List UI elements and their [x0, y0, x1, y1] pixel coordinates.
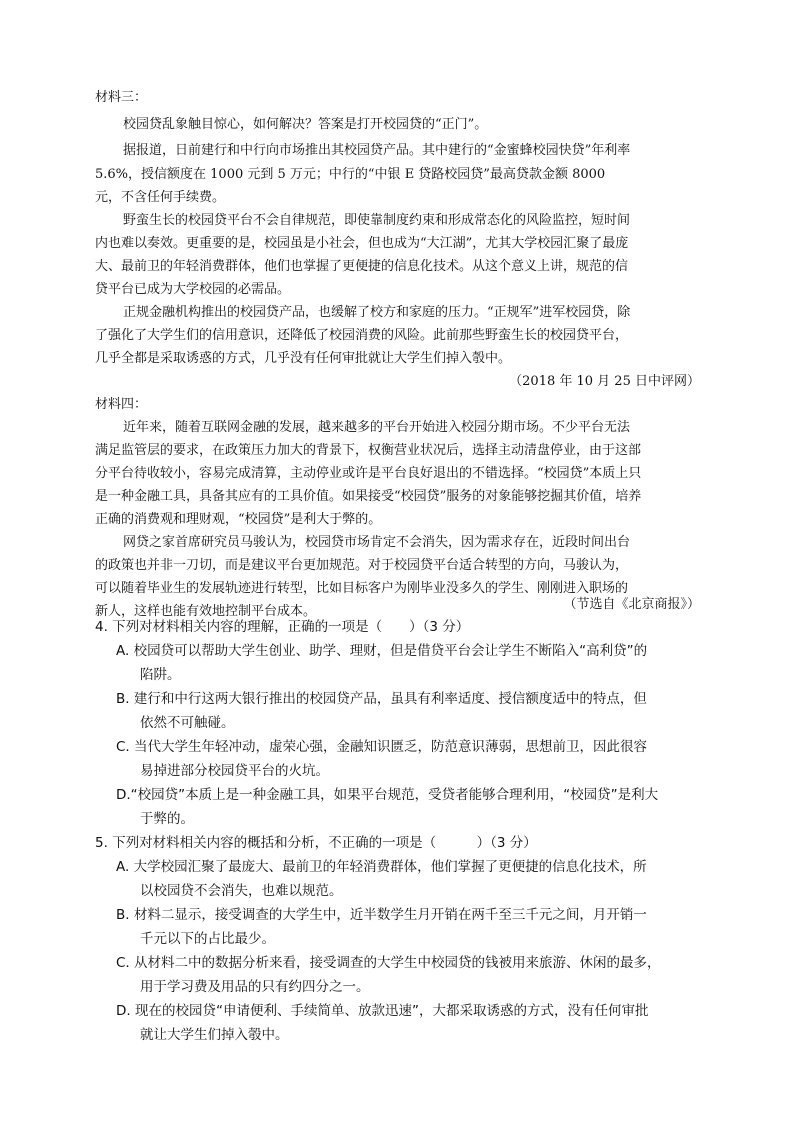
material-3-line: 野蛮生长的校园贷平台不会自律规范，即使靠制度约束和形成常态化的风险监控，短时间: [123, 213, 631, 228]
material-3-line: 据报道，日前建行和中行向市场推出其校园贷产品。其中建行的“金蜜蜂校园快贷”年利率: [123, 143, 631, 158]
question-5-option-c: C. 从材料二中的数据分析来看，接受调查的大学生中校园贷的钱被用来旅游、休闲的最多，: [116, 955, 661, 971]
question-4-option-d: D.“校园贷”本质上是一种金融工具，如果平台规范，受贷者能够合理利用，“校园贷”是利大: [116, 787, 659, 803]
question-5-option-d-cont: 就让大学生们掉入彀中。: [140, 1027, 289, 1043]
material-3-line: 了强化了大学生们的信用意识，还降低了校园消费的风险。此前那些野蛮生长的校园贷平台，: [95, 328, 629, 343]
material-4-line: 近年来，随着互联网金融的发展，越来越多的平台开始进入校园分期市场。不少平台无法: [123, 420, 631, 435]
material-3-line: 大、最前卫的年轻消费群体，他们也掌握了更便捷的信息化技术。从这个意义上讲，规范的信: [95, 259, 629, 274]
question-5-option-c-cont: 用于学习费及用品的只有约四分之一。: [140, 979, 370, 995]
question-4-stem: 4. 下列对材料相关内容的理解，正确的一项是（ ）（3 分）: [95, 619, 470, 635]
question-4-option-c-cont: 易掉进部分校园贷平台的火坑。: [140, 763, 329, 779]
material-4-line: 满足监管层的要求，在政策压力加大的背景下，权衡营业状况后，选择主动清盘停业，由于这部: [95, 443, 642, 458]
material-3-line: 正规金融机构推出的校园贷产品，也缓解了校方和家庭的压力。“正规军”进军校园贷，除: [123, 305, 631, 320]
material-4-line: 新人，这样也能有效地控制平台成本。: [95, 604, 317, 619]
material-4-heading: 材料四：: [95, 397, 148, 412]
material-3-line: 几乎全都是采取诱惑的方式，几乎没有任何审批就让大学生们掉入彀中。: [95, 351, 512, 366]
material-3-line: 贷平台已成为大学校园的必需品。: [95, 282, 291, 297]
question-4-option-c: C. 当代大学生年轻冲动，虚荣心强，金融知识匮乏，防范意识薄弱，思想前卫，因此很容: [116, 739, 648, 755]
material-3-line: 内也难以奏效。更重要的是，校园虽是小社会，但也成为“大江湖”，尤其大学校园汇聚了最庞: [95, 236, 629, 251]
material-4-line: 正确的消费观和理财观，“校园贷”是利大于弊的。: [95, 512, 382, 527]
material-4-source: （节选自《北京商报》）: [563, 597, 700, 612]
material-4-line: 是一种金融工具，具备其应有的工具价值。如果接受“校园贷”服务的对象能够挖掘其价值，培养: [95, 489, 642, 504]
material-3-line: 元，不含任何手续费。: [95, 190, 226, 205]
material-3-line: 校园贷乱象触目惊心，如何解决？答案是打开校园贷的“正门”。: [123, 117, 488, 132]
question-4-option-d-cont: 于弊的。: [140, 811, 194, 827]
question-4-option-b-cont: 依然不可触碰。: [140, 715, 235, 731]
material-4-line: 分平台待收较小，容易完成清算，主动停业或许是平台良好退出的不错选择。“校园贷”本质上只: [95, 466, 642, 481]
question-5-option-b-cont: 千元以下的占比最少。: [140, 931, 275, 947]
material-3-source: （2018 年 10 月 25 日中评网）: [509, 374, 700, 389]
question-4-option-a-cont: 陷阱。: [140, 667, 181, 683]
material-3-heading: 材料三：: [95, 90, 148, 105]
material-4-line: 网贷之家首席研究员马骏认为，校园贷市场肯定不会消失，因为需求存在，近段时间出台: [123, 535, 631, 550]
material-4-line: 的政策也并非一刀切，而是建议平台更加规范。对于校园贷平台适合转型的方向，马骏认为，: [95, 558, 629, 573]
material-4-line: 可以随着毕业生的发展轨迹进行转型，比如目标客户为刚毕业没多久的学生、刚刚进入职场的: [95, 581, 629, 596]
question-4-option-a: A. 校园贷可以帮助大学生创业、助学、理财，但是借贷平台会让学生不断陷入“高利贷”的: [116, 643, 648, 659]
question-5-option-b: B. 材料二显示，接受调查的大学生中，近半数学生月开销在两千至三千元之间，月开销一: [116, 907, 647, 923]
material-3-line: 5.6%，授信额度在 1000 元到 5 万元；中行的“中银 E 贷路校园贷”最高贷款金额 8000: [95, 167, 606, 182]
question-4-option-b: B. 建行和中行这两大银行推出的校园贷产品，虽具有利率适度、授信额度适中的特点，但: [116, 691, 647, 707]
question-5-stem: 5. 下列对材料相关内容的概括和分析，不正确的一项是（ ）（3 分）: [95, 835, 537, 851]
question-5-option-a-cont: 以校园贷不会消失，也难以规范。: [140, 883, 343, 899]
question-5-option-d: D. 现在的校园贷“申请便利、手续简单、放款迅速”，大都采取诱惑的方式，没有任何审批: [116, 1003, 649, 1019]
question-5-option-a: A. 大学校园汇聚了最庞大、最前卫的年轻消费群体，他们掌握了更便捷的信息化技术，所: [116, 859, 647, 875]
